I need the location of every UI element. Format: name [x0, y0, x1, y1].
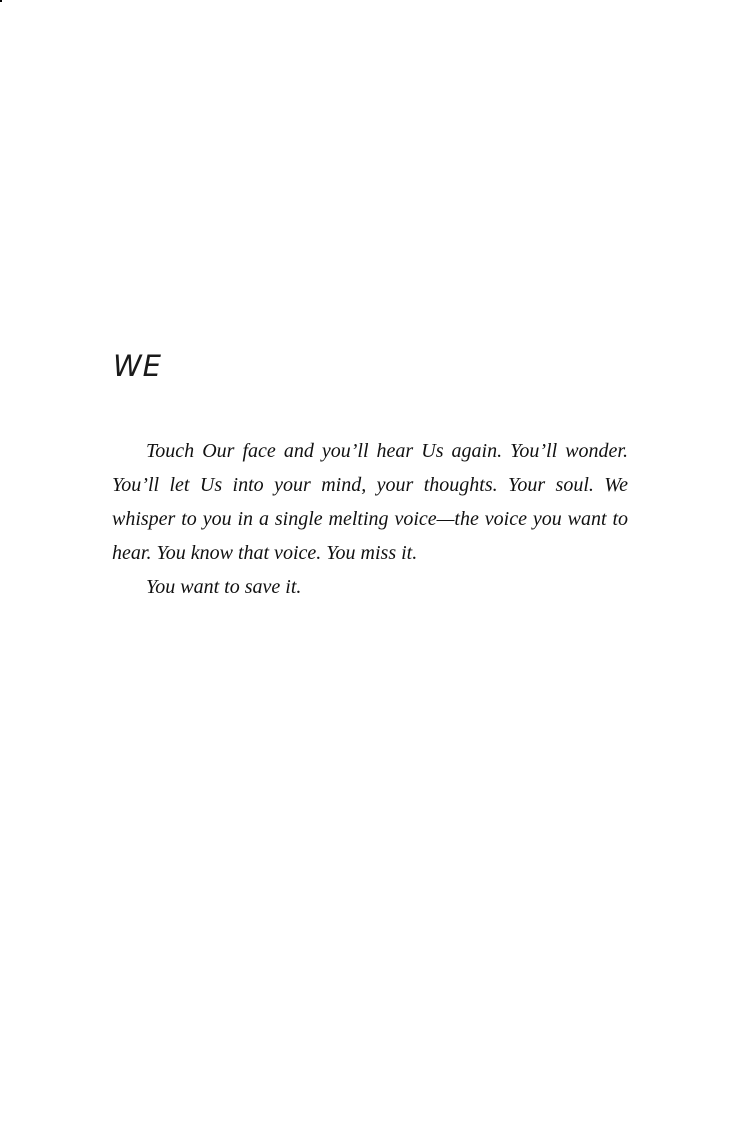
paragraph: You want to save it.	[146, 576, 302, 598]
body-text	[112, 434, 628, 604]
paragraph: Touch Our face and you’ll hear Us again. You’ll wonder. You’ll let Us into your mind, your thoughts. Your soul. We whisper to you in a single melting voice—the voice you want to hear. You know that voice. You miss it.	[112, 440, 628, 564]
section-heading: WE	[113, 349, 162, 383]
